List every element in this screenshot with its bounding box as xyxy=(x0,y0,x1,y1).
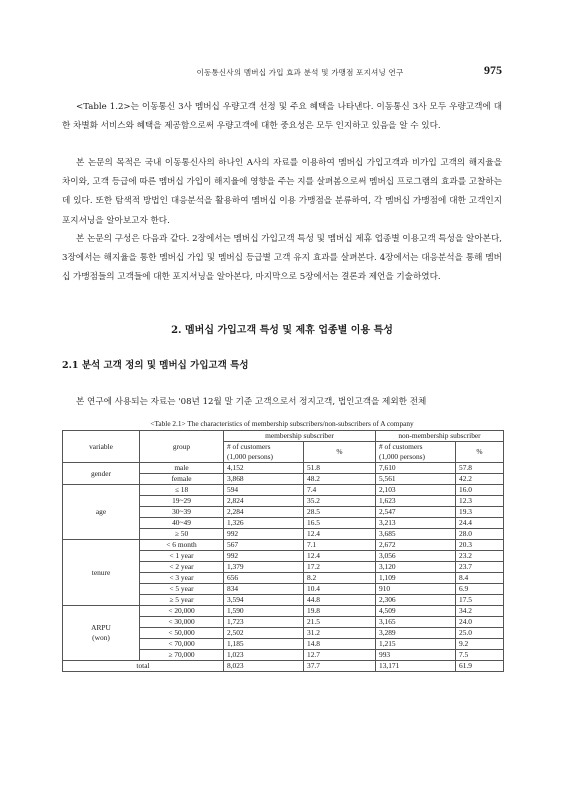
header-m-customers xyxy=(224,442,304,463)
header-m-customers-line2: (1,000 persons) xyxy=(227,452,273,461)
member-count-cell: 567 xyxy=(224,540,304,551)
variable-label: gender xyxy=(90,468,112,478)
nonmember-count-cell: 3,213 xyxy=(376,518,456,529)
nonmember-percent-cell: 24.0 xyxy=(456,617,504,628)
header-non-membership: non-membership subscriber xyxy=(376,431,504,442)
member-percent-cell: 7.4 xyxy=(304,485,376,496)
member-percent-cell: 51.8 xyxy=(304,463,376,474)
nonmember-percent-cell: 19.3 xyxy=(456,507,504,518)
group-cell: female xyxy=(140,474,224,485)
member-percent-cell: 19.8 xyxy=(304,606,376,617)
variable-label: ARPU xyxy=(91,623,111,632)
table-row xyxy=(63,463,504,474)
member-percent-cell: 44.8 xyxy=(304,595,376,606)
nonmember-percent-cell: 28.0 xyxy=(456,529,504,540)
member-count-cell: 1,023 xyxy=(224,650,304,661)
group-cell: < 30,000 xyxy=(140,617,224,628)
variable-cell xyxy=(63,540,140,606)
group-cell: < 50,000 xyxy=(140,628,224,639)
table-row xyxy=(63,540,504,551)
total-row xyxy=(63,661,504,672)
nonmember-count-cell: 3,289 xyxy=(376,628,456,639)
member-percent-cell: 31.2 xyxy=(304,628,376,639)
group-cell: < 70,000 xyxy=(140,639,224,650)
nonmember-count-cell: 2,672 xyxy=(376,540,456,551)
member-percent-cell: 10.4 xyxy=(304,584,376,595)
group-cell: < 20,000 xyxy=(140,606,224,617)
member-count-cell: 4,152 xyxy=(224,463,304,474)
nonmember-count-cell: 1,109 xyxy=(376,573,456,584)
nonmember-count-cell: 910 xyxy=(376,584,456,595)
nonmember-count-cell: 2,103 xyxy=(376,485,456,496)
paragraph-4 xyxy=(62,393,502,412)
member-percent-cell: 12.4 xyxy=(304,551,376,562)
member-count-cell: 3,868 xyxy=(224,474,304,485)
member-count-cell: 656 xyxy=(224,573,304,584)
paragraph-1 xyxy=(62,98,502,136)
header-variable: variable xyxy=(63,431,140,463)
nonmember-percent-cell: 12.3 xyxy=(456,496,504,507)
member-percent-cell: 7.1 xyxy=(304,540,376,551)
nonmember-percent-cell: 16.0 xyxy=(456,485,504,496)
variable-unit: (won) xyxy=(92,633,110,642)
group-cell: 19~29 xyxy=(140,496,224,507)
header-membership: membership subscriber xyxy=(224,431,376,442)
nonmember-percent-cell: 42.2 xyxy=(456,474,504,485)
group-cell: male xyxy=(140,463,224,474)
header-group: group xyxy=(140,431,224,463)
member-percent-cell: 12.4 xyxy=(304,529,376,540)
member-count-cell: 834 xyxy=(224,584,304,595)
header-n-customers-line1: # of customers xyxy=(379,442,423,451)
nonmember-percent-cell: 34.2 xyxy=(456,606,504,617)
subsection-heading: 2.1 분석 고객 정의 및 멤버십 가입고객 특성 xyxy=(62,360,249,371)
paragraph-3 xyxy=(62,230,502,288)
member-percent-cell: 12.7 xyxy=(304,650,376,661)
nonmember-percent-cell: 23.7 xyxy=(456,562,504,573)
group-cell: < 6 month xyxy=(140,540,224,551)
page-number: 975 xyxy=(484,63,502,77)
member-count-cell: 1,590 xyxy=(224,606,304,617)
header-n-percent: % xyxy=(456,442,504,463)
member-percent-cell: 48.2 xyxy=(304,474,376,485)
nonmember-percent-cell: 24.4 xyxy=(456,518,504,529)
nonmember-count-cell: 4,509 xyxy=(376,606,456,617)
paragraph-3-text: 본 논문의 구성은 다음과 같다. 2장에서는 멤버십 가입고객 특성 및 멤버십 제휴 업종별 이용고객 특성을 알아본다, 3장에서는 해지율을 통한 멤버십 가입 및 멤버십 등급별 고객 유지 효과를 살펴본다. 4장에서는 대응분석을 통해 멤버십 가맹점들의 고객들에 대한 포지셔닝을 알아본다, 마지막으로 5장에서는 결론과 제언을 기술하였다. xyxy=(62,234,502,283)
nonmember-percent-cell: 7.5 xyxy=(456,650,504,661)
member-count-cell: 2,284 xyxy=(224,507,304,518)
group-cell: < 5 year xyxy=(140,584,224,595)
variable-label: tenure xyxy=(91,567,111,577)
nonmember-count-cell: 3,685 xyxy=(376,529,456,540)
total-n-pct-cell: 61.9 xyxy=(456,661,504,672)
member-count-cell: 1,379 xyxy=(224,562,304,573)
table-row xyxy=(63,606,504,617)
nonmember-percent-cell: 8.4 xyxy=(456,573,504,584)
nonmember-percent-cell: 25.0 xyxy=(456,628,504,639)
nonmember-count-cell: 2,306 xyxy=(376,595,456,606)
nonmember-count-cell: 1,623 xyxy=(376,496,456,507)
header-m-percent: % xyxy=(304,442,376,463)
member-percent-cell: 17.2 xyxy=(304,562,376,573)
member-count-cell: 2,824 xyxy=(224,496,304,507)
header-n-customers xyxy=(376,442,456,463)
group-cell: < 3 year xyxy=(140,573,224,584)
group-cell: < 1 year xyxy=(140,551,224,562)
member-count-cell: 594 xyxy=(224,485,304,496)
variable-cell xyxy=(63,606,140,661)
member-count-cell: 1,185 xyxy=(224,639,304,650)
member-count-cell: 1,326 xyxy=(224,518,304,529)
group-cell: ≥ 5 year xyxy=(140,595,224,606)
total-m-count-cell: 8,023 xyxy=(224,661,304,672)
member-percent-cell: 35.2 xyxy=(304,496,376,507)
variable-cell xyxy=(63,485,140,540)
nonmember-count-cell: 1,215 xyxy=(376,639,456,650)
member-count-cell: 992 xyxy=(224,551,304,562)
total-label: total xyxy=(63,661,224,672)
nonmember-count-cell: 2,547 xyxy=(376,507,456,518)
group-cell: 30~39 xyxy=(140,507,224,518)
member-count-cell: 3,594 xyxy=(224,595,304,606)
member-count-cell: 992 xyxy=(224,529,304,540)
group-cell: ≥ 70,000 xyxy=(140,650,224,661)
group-cell: ≤ 18 xyxy=(140,485,224,496)
nonmember-count-cell: 3,165 xyxy=(376,617,456,628)
paragraph-4-text: 본 연구에 사용되는 자료는 '08년 12월 말 기준 고객으로서 정지고객, 법인고객을 제외한 전체 xyxy=(76,397,427,407)
paragraph-2 xyxy=(62,154,502,231)
paragraph-1-text: <Table 1.2>는 이동통신 3사 멤버십 우량고객 선정 및 주요 혜택을 나타낸다. 이동통신 3사 모두 우량고객에 대한 차별화 서비스와 혜택을 제공함으로써 우량고객에 대한 중요성은 모두 인지하고 있음을 알 수 있다. xyxy=(62,102,502,132)
characteristics-table xyxy=(62,430,504,672)
nonmember-percent-cell: 17.5 xyxy=(456,595,504,606)
nonmember-percent-cell: 6.9 xyxy=(456,584,504,595)
member-percent-cell: 8.2 xyxy=(304,573,376,584)
total-m-pct-cell: 37.7 xyxy=(304,661,376,672)
member-percent-cell: 16.5 xyxy=(304,518,376,529)
nonmember-count-cell: 3,120 xyxy=(376,562,456,573)
nonmember-percent-cell: 23.2 xyxy=(456,551,504,562)
table-caption: <Table 2.1> The characteristics of membership subscribers/non-subscribers of A company xyxy=(150,419,414,428)
nonmember-percent-cell: 57.8 xyxy=(456,463,504,474)
variable-label: age xyxy=(95,507,107,516)
group-cell: 40~49 xyxy=(140,518,224,529)
group-cell: < 2 year xyxy=(140,562,224,573)
member-count-cell: 1,723 xyxy=(224,617,304,628)
paragraph-2-text: 본 논문의 목적은 국내 이동통신사의 하나인 A사의 자료를 이용하여 멤버십 가입고객과 비가입 고객의 해지율을 차이와, 고객 등급에 따른 멤버십 가입이 해지율에 영향을 주는 지를 살펴봄으로써 멤버십 프로그램의 효과를 고찰하는 데 있다. 또한 탐색적 방법인 대응분석을 활용하여 멤버십 이용 가맹점을 분류하여, 각 멤버십 가맹점에 대한 고객인지 포지셔닝을 알아보고자 한다. xyxy=(62,158,502,226)
header-n-customers-line2: (1,000 persons) xyxy=(379,452,425,461)
total-n-count-cell: 13,171 xyxy=(376,661,456,672)
nonmember-count-cell: 993 xyxy=(376,650,456,661)
section-heading: 2. 멤버십 가입고객 특성 및 제휴 업종별 이용 특성 xyxy=(171,325,393,336)
nonmember-percent-cell: 9.2 xyxy=(456,639,504,650)
table-body xyxy=(63,463,504,672)
variable-cell xyxy=(63,463,140,485)
table-row xyxy=(63,485,504,496)
member-percent-cell: 28.5 xyxy=(304,507,376,518)
running-header: 이동통신사의 멤버십 가입 효과 분석 및 가맹점 포지셔닝 연구 xyxy=(196,68,404,77)
member-percent-cell: 21.5 xyxy=(304,617,376,628)
nonmember-count-cell: 3,056 xyxy=(376,551,456,562)
nonmember-count-cell: 7,610 xyxy=(376,463,456,474)
nonmember-count-cell: 5,561 xyxy=(376,474,456,485)
nonmember-percent-cell: 20.3 xyxy=(456,540,504,551)
member-percent-cell: 14.8 xyxy=(304,639,376,650)
group-cell: ≥ 50 xyxy=(140,529,224,540)
header-m-customers-line1: # of customers xyxy=(227,442,271,451)
member-count-cell: 2,502 xyxy=(224,628,304,639)
